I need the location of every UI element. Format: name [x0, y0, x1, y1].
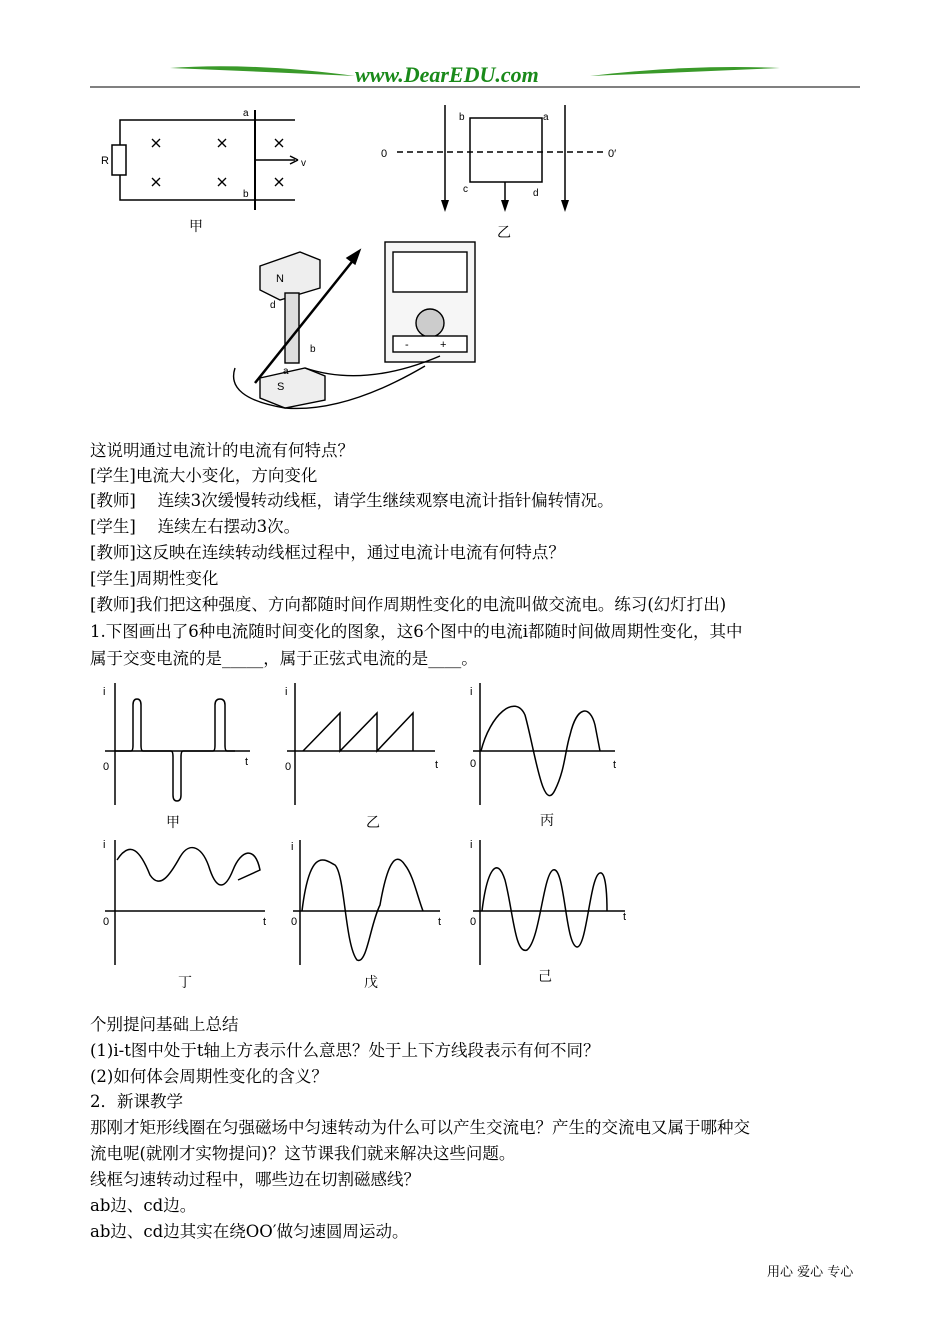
- paragraph-line: ab边、cd边。: [90, 1196, 197, 1215]
- paragraph-line: 这说明通过电流计的电流有何特点？: [90, 441, 354, 460]
- label-s: S: [277, 381, 285, 393]
- label-b: b: [243, 189, 249, 200]
- graph-jia: [105, 683, 250, 805]
- paragraph-line: ab边、cd边其实在绕OO′做匀速圆周运动。: [90, 1222, 409, 1241]
- label-n: N: [276, 273, 284, 285]
- origin-label: 0: [103, 761, 110, 773]
- paragraph-line: (1)i-t图中处于t轴上方表示什么意思？处于上下方线段表示有何不同？: [90, 1041, 600, 1060]
- footer-text: 用心 爱心 专心: [767, 1265, 854, 1280]
- label-c: c: [463, 184, 468, 195]
- caption-jia-top: 甲: [189, 219, 203, 235]
- label-b: b: [459, 112, 465, 123]
- axis-i-label: i: [285, 686, 288, 698]
- figure-generator-apparatus: [225, 238, 485, 414]
- paragraph-line: 属于交变电流的是_____，属于正弦式电流的是____。: [90, 649, 478, 668]
- label-b: b: [310, 344, 316, 355]
- header-logo-text: www.DearEDU.com: [355, 62, 539, 87]
- graph-yi: [287, 683, 435, 805]
- origin-label: 0: [285, 761, 292, 773]
- field-arrowheads: [441, 200, 569, 212]
- axis-i-label: i: [103, 839, 106, 851]
- label-o-right: 0′: [608, 148, 617, 160]
- paragraph-line: [教师]这反映在连续转动线框过程中，通过电流计电流有何特点？: [90, 543, 565, 562]
- origin-label: 0: [470, 758, 477, 770]
- axis-t-label: t: [613, 759, 617, 771]
- graph-caption: 丙: [540, 813, 554, 829]
- origin-label: 0: [291, 916, 298, 928]
- magnetic-field-cross-marks: [152, 139, 283, 186]
- graph-caption: 戊: [364, 975, 378, 991]
- axis-i-label: i: [103, 686, 106, 698]
- paragraph-line: [学生]周期性变化: [90, 569, 219, 588]
- graph-caption: 丁: [178, 975, 192, 991]
- graph-wu: [293, 840, 440, 965]
- graph-caption: 甲: [166, 815, 180, 831]
- graph-caption: 乙: [366, 815, 380, 831]
- figure-yi-coil: [375, 100, 635, 220]
- paragraph-line: [教师]我们把这种强度、方向都随时间作周期性变化的电流叫做交流电。练习(幻灯打出): [90, 595, 727, 614]
- caption-yi-top: 乙: [497, 225, 511, 241]
- axis-t-label: t: [435, 759, 439, 771]
- paragraph-line: 那刚才矩形线圈在匀强磁场中匀速转动为什么可以产生交流电？产生的交流电又属于哪种交: [90, 1118, 750, 1137]
- paragraph-line: [学生]电流大小变化，方向变化: [90, 466, 318, 485]
- paragraph-line: [学生] 连续左右摆动3次。: [90, 517, 301, 536]
- label-a: a: [543, 112, 549, 123]
- label-r: R: [101, 155, 109, 167]
- paragraph-line: 个别提问基础上总结: [90, 1015, 239, 1034]
- paragraph-line: 1.下图画出了6种电流随时间变化的图象，这6个图中的电流i都随时间做周期性变化，其中: [90, 622, 743, 641]
- label-a: a: [243, 108, 249, 119]
- header-banner: [90, 58, 860, 90]
- paragraph-line: 2．新课教学: [90, 1092, 183, 1111]
- axis-t-label: t: [438, 916, 442, 928]
- figure-jia-circuit: [95, 100, 335, 215]
- paragraph-line: [教师] 连续3次缓慢转动线框，请学生继续观察电流计指针偏转情况。: [90, 491, 614, 510]
- paragraph-line: 流电呢(就刚才实物提问)？这节课我们就来解决这些问题。: [90, 1144, 516, 1163]
- label-d: d: [533, 188, 539, 199]
- axis-i-label: i: [291, 841, 294, 853]
- label-v: v: [301, 158, 306, 169]
- graph-ji: [473, 840, 625, 965]
- label-a: a: [283, 366, 289, 377]
- axis-t-label: t: [245, 756, 249, 768]
- origin-label: 0: [470, 916, 477, 928]
- axis-t-label: t: [263, 916, 267, 928]
- label-d: d: [270, 300, 276, 311]
- graph-bing: [473, 683, 615, 805]
- origin-label: 0: [103, 916, 110, 928]
- axis-i-label: i: [470, 686, 473, 698]
- axis-t-label: t: [623, 911, 627, 923]
- axis-i-label: i: [470, 839, 473, 851]
- paragraph-line: 线框匀速转动过程中，哪些边在切割磁感线？: [90, 1170, 420, 1189]
- paragraph-line: (2)如何体会周期性变化的含义？: [90, 1067, 328, 1086]
- label-o-left: 0: [381, 148, 388, 160]
- graphs-grid: [95, 675, 655, 995]
- graph-caption: 己: [538, 969, 552, 985]
- graph-ding: [105, 840, 265, 965]
- label-plus: +: [440, 339, 447, 351]
- label-minus: -: [405, 339, 409, 351]
